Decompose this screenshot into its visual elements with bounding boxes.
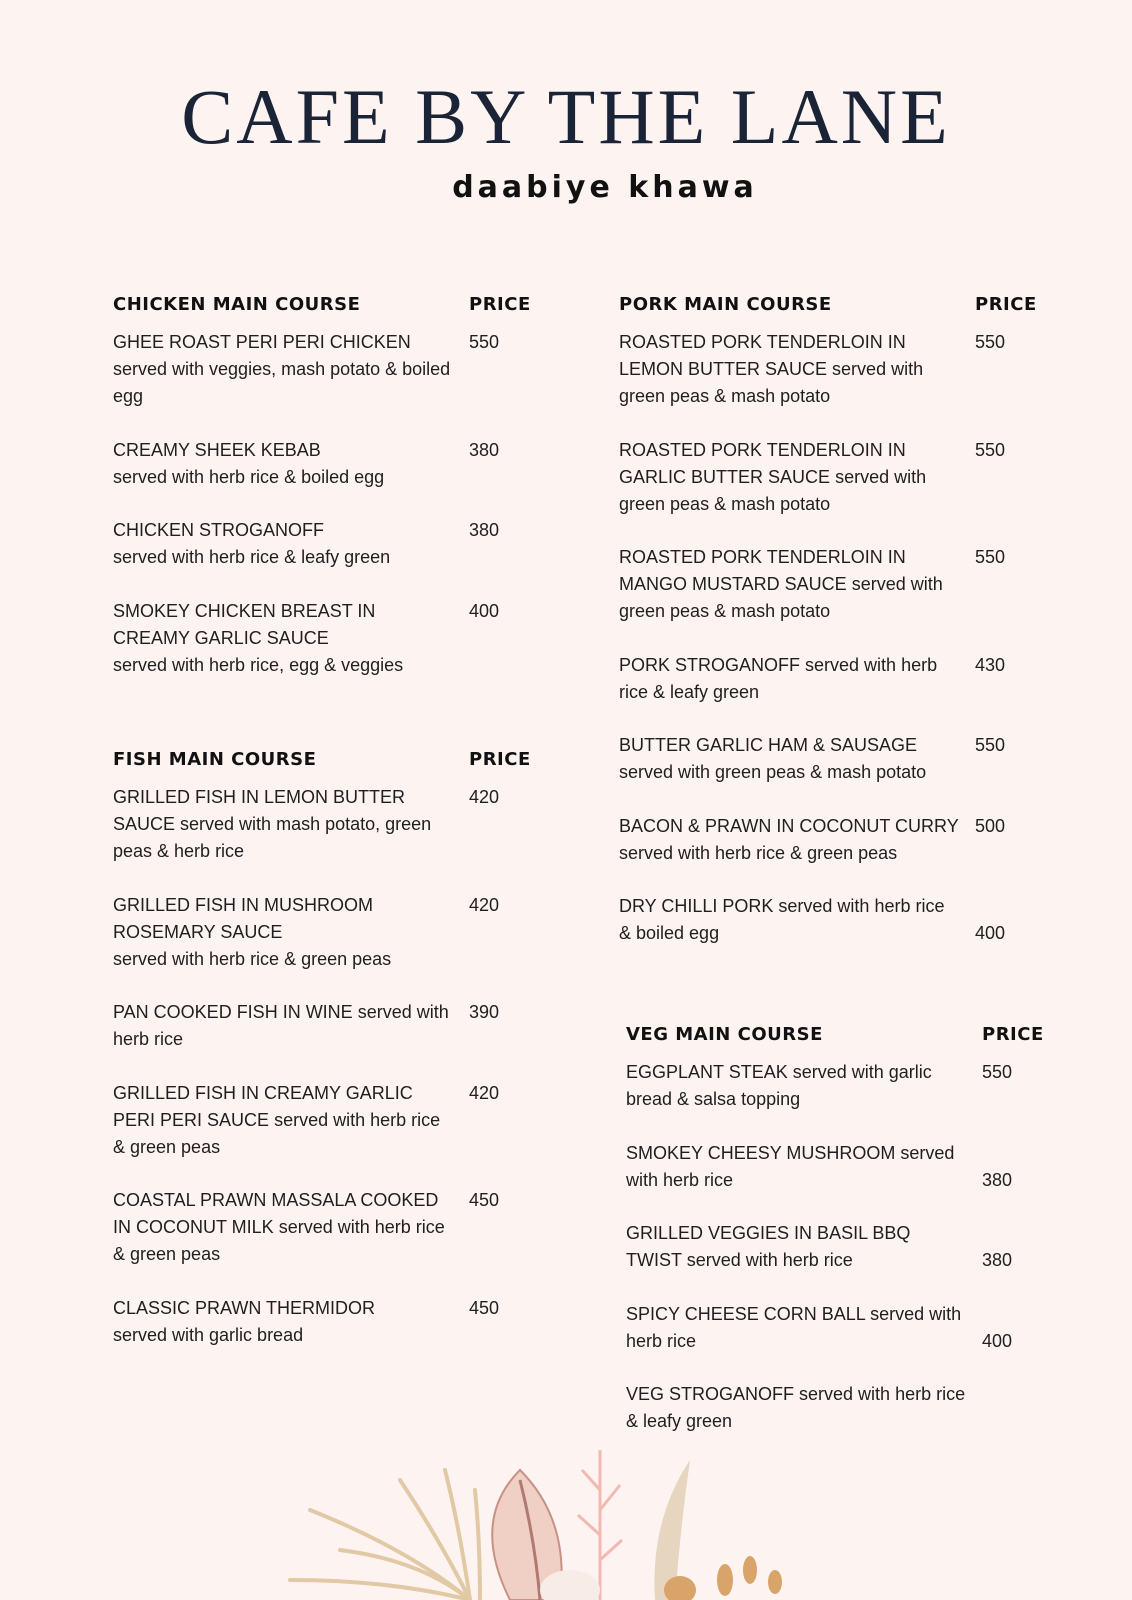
menu-item-price xyxy=(982,1381,1042,1435)
menu-item-price: 420 xyxy=(469,1082,500,1103)
floral-decoration xyxy=(270,1440,870,1600)
menu-item-text xyxy=(113,784,453,865)
menu-item xyxy=(619,544,1089,625)
menu-item-price: 420 xyxy=(469,787,500,807)
cafe-subtitle: daabiye khawa xyxy=(452,170,758,205)
price-column-label: PRICE xyxy=(982,1024,1044,1045)
menu-item-price: 550 xyxy=(975,547,1006,567)
menu-item-price: 430 xyxy=(975,654,1006,675)
menu-item-text xyxy=(619,437,959,518)
menu-item xyxy=(113,999,583,1053)
menu-item-text xyxy=(113,1295,453,1349)
menu-item-text xyxy=(113,329,453,410)
menu-item-text xyxy=(619,652,959,706)
menu-item-price: 450 xyxy=(469,1190,500,1210)
menu-item-description: served with herb rice xyxy=(626,1142,955,1190)
menu-item-description: served with herb rice & green peas xyxy=(113,1109,441,1157)
menu-item-price: 550 xyxy=(469,332,500,352)
menu-item xyxy=(113,598,583,679)
menu-item-price: 380 xyxy=(982,1250,1013,1270)
menu-item-name: DRY CHILLI PORK xyxy=(619,896,774,916)
menu-item-name: EGGPLANT STEAK xyxy=(626,1062,788,1082)
menu-item xyxy=(619,329,1089,410)
pork-section xyxy=(619,291,1089,974)
menu-item-name: CLASSIC PRAWN THERMIDOR xyxy=(113,1297,376,1318)
menu-item-name: SPICY CHEESE CORN BALL xyxy=(626,1303,866,1324)
menu-item xyxy=(626,1140,1096,1194)
menu-item-name: CHICKEN STROGANOFF xyxy=(113,520,325,540)
menu-item-description: served with herb rice & leafy green xyxy=(626,1384,966,1431)
cafe-title: CAFE BY THE LANE xyxy=(181,73,951,160)
menu-item xyxy=(619,652,1089,706)
menu-item-name: VEG STROGANOFF xyxy=(626,1384,795,1404)
menu-item-name: GRILLED FISH IN LEMON BUTTER SAUCE xyxy=(113,787,406,834)
menu-item-text xyxy=(626,1140,966,1194)
menu-item-description: served with veggies, mash potato & boiled egg xyxy=(113,359,451,406)
section-title: FISH MAIN COURSE xyxy=(113,749,317,770)
menu-item xyxy=(626,1220,1096,1274)
menu-item-name: ROASTED PORK TENDERLOIN IN LEMON BUTTER SAUCE xyxy=(619,332,906,379)
section-header xyxy=(619,291,1089,319)
menu-item xyxy=(626,1381,1096,1435)
menu-item-name: GRILLED FISH IN CREAMY GARLIC PERI PERI SAUCE xyxy=(113,1082,413,1130)
menu-item xyxy=(626,1301,1096,1355)
menu-item-text xyxy=(619,544,959,625)
section-header xyxy=(626,1021,1096,1049)
menu-item-text xyxy=(113,598,453,679)
menu-item-price: 400 xyxy=(982,1330,1013,1351)
menu-item-text xyxy=(619,893,959,947)
menu-item xyxy=(113,1080,583,1161)
menu-item xyxy=(619,813,1089,867)
menu-item-price: 400 xyxy=(975,923,1006,943)
menu-item-description: served with garlic bread xyxy=(113,1324,304,1345)
menu-item-description: served with herb rice xyxy=(113,1002,449,1049)
menu-item-text xyxy=(113,437,453,491)
menu-item-description: served with herb rice & green peas xyxy=(619,842,898,863)
menu-item-name: GHEE ROAST PERI PERI CHICKEN xyxy=(113,332,411,352)
menu-item xyxy=(113,1187,583,1268)
section-header xyxy=(113,746,583,774)
menu-item xyxy=(619,732,1089,786)
menu-item-name: ROASTED PORK TENDERLOIN IN MANGO MUSTARD SAUCE xyxy=(619,547,906,594)
menu-item-description: served with green peas & mash potato xyxy=(619,359,924,406)
menu-item-name: BACON & PRAWN IN COCONUT CURRY xyxy=(619,815,959,836)
menu-item xyxy=(619,893,1089,947)
menu-item-price: 500 xyxy=(975,815,1006,836)
chicken-section xyxy=(113,291,583,705)
section-title: CHICKEN MAIN COURSE xyxy=(113,294,361,315)
menu-item-name: GRILLED FISH IN MUSHROOM ROSEMARY SAUCE xyxy=(113,894,374,942)
menu-item-description: served with herb rice & leafy green xyxy=(619,654,938,702)
menu-item-price: 400 xyxy=(469,600,500,621)
veg-section xyxy=(626,1021,1096,1462)
menu-item-text xyxy=(626,1220,966,1274)
menu-item-price: 450 xyxy=(469,1297,500,1318)
menu-item-price: 380 xyxy=(469,520,500,540)
menu-item-text xyxy=(113,892,453,973)
menu-item-text xyxy=(113,1187,453,1268)
section-title: VEG MAIN COURSE xyxy=(626,1024,823,1045)
menu-item-price: 380 xyxy=(982,1169,1013,1190)
menu-item-description: served with herb rice, egg & veggies xyxy=(113,654,404,675)
menu-item-name: PAN COOKED FISH IN WINE xyxy=(113,1002,353,1022)
menu-item-description: served with green peas & mash potato xyxy=(619,466,927,514)
menu-item-text xyxy=(619,329,959,410)
menu-item-description: served with herb rice xyxy=(626,1303,962,1351)
menu-item-text xyxy=(626,1301,966,1355)
menu-item-price: 420 xyxy=(469,894,500,915)
menu-item-name: COASTAL PRAWN MASSALA COOKED IN COCONUT MILK xyxy=(113,1190,439,1237)
menu-item-description: served with green peas & mash potato xyxy=(619,762,927,782)
menu-item xyxy=(626,1059,1096,1113)
menu-item-price: 380 xyxy=(469,439,500,460)
menu-item-text xyxy=(619,732,959,786)
menu-item-text xyxy=(626,1381,966,1435)
menu-item-name: ROASTED PORK TENDERLOIN IN GARLIC BUTTER SAUCE xyxy=(619,439,906,487)
section-header xyxy=(113,291,583,319)
menu-item-price: 550 xyxy=(975,332,1006,352)
menu-item xyxy=(113,437,583,491)
fish-section xyxy=(113,746,583,1375)
menu-item-name: PORK STROGANOFF xyxy=(619,654,801,675)
menu-item xyxy=(113,1295,583,1349)
price-column-label: PRICE xyxy=(975,294,1037,315)
menu-item xyxy=(113,784,583,865)
menu-item-price: 550 xyxy=(975,735,1006,755)
menu-item xyxy=(113,517,583,571)
menu-item-price: 550 xyxy=(982,1062,1013,1082)
menu-item-description: served with garlic bread & salsa topping xyxy=(626,1062,932,1109)
menu-item xyxy=(113,892,583,973)
menu-item xyxy=(619,437,1089,518)
menu-item-price: 550 xyxy=(975,439,1006,460)
menu-item-description: served with herb rice & boiled egg xyxy=(619,896,945,943)
menu-item-description: served with herb rice & boiled egg xyxy=(113,466,385,487)
menu-item-description: served with herb rice & green peas xyxy=(113,948,392,969)
menu-item-text xyxy=(113,999,453,1053)
menu-item-description: served with herb rice & leafy green xyxy=(113,547,391,567)
menu-item-price: 390 xyxy=(469,1002,500,1022)
price-column-label: PRICE xyxy=(469,294,531,315)
menu-item-text xyxy=(626,1059,966,1113)
menu-item-name: CREAMY SHEEK KEBAB xyxy=(113,439,321,460)
menu-item-name: BUTTER GARLIC HAM & SAUSAGE xyxy=(619,735,918,755)
menu-item-description: served with herb rice & green peas xyxy=(113,1217,445,1264)
menu-item-description: served with mash potato, green peas & herb rice xyxy=(113,814,432,861)
menu-item-text xyxy=(619,813,959,867)
menu-item-text xyxy=(113,517,453,571)
menu-item-text xyxy=(113,1080,453,1161)
menu-item xyxy=(113,329,583,410)
menu-item-description: served with herb rice xyxy=(686,1250,853,1270)
price-column-label: PRICE xyxy=(469,749,531,770)
menu-item-name: GRILLED VEGGIES IN BASIL BBQ TWIST xyxy=(626,1223,911,1270)
section-title: PORK MAIN COURSE xyxy=(619,294,832,315)
menu-item-name: SMOKEY CHEESY MUSHROOM xyxy=(626,1142,896,1163)
menu-item-description: served with green peas & mash potato xyxy=(619,574,943,621)
menu-item-name: SMOKEY CHICKEN BREAST IN CREAMY GARLIC SAUCE xyxy=(113,600,376,648)
